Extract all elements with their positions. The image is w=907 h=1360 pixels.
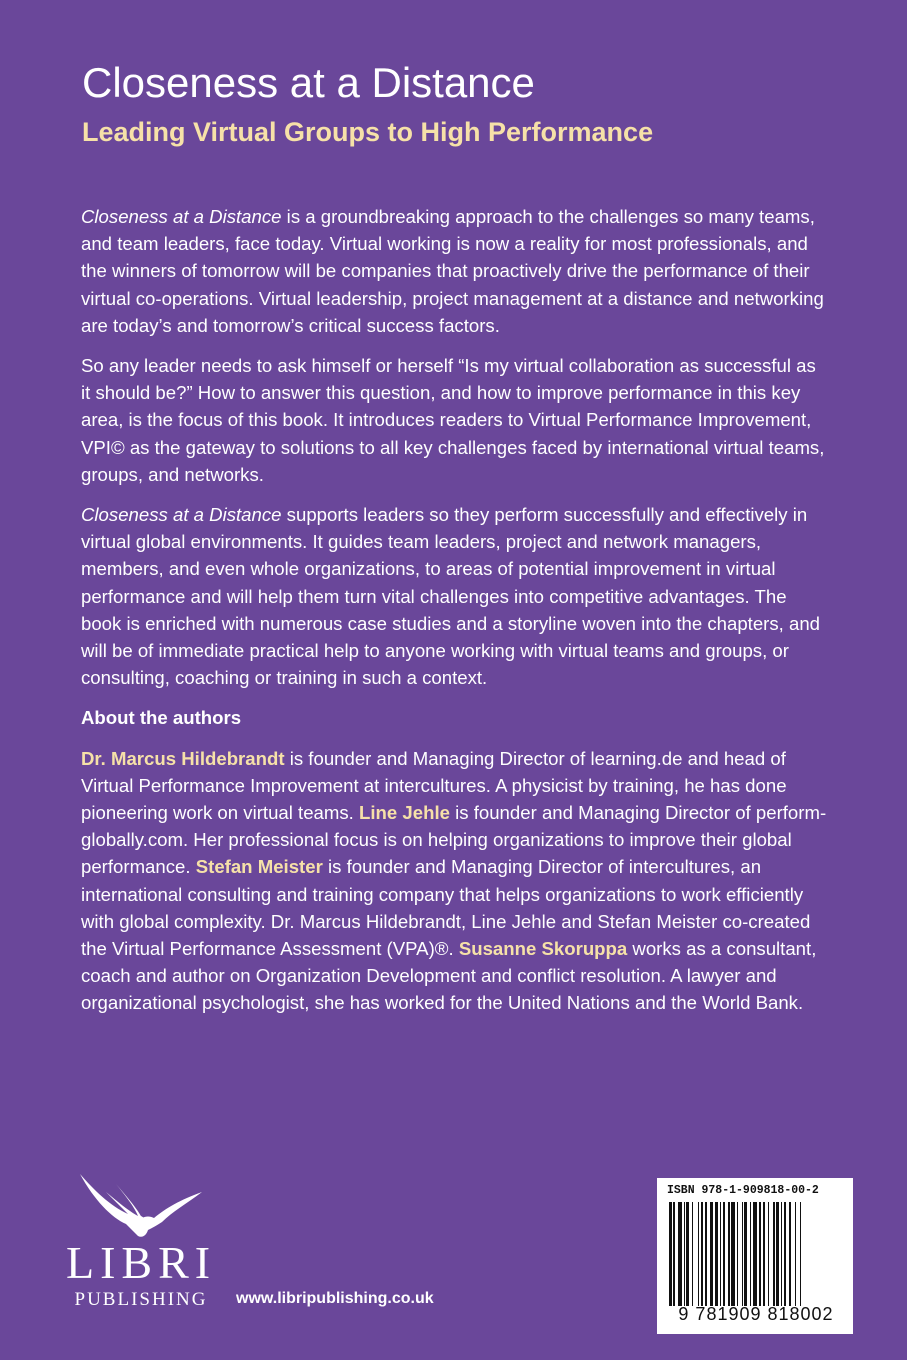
barcode-bar xyxy=(684,1202,685,1306)
blurb-paragraph-2 xyxy=(81,352,829,488)
barcode-bar xyxy=(701,1202,704,1306)
barcode-bar xyxy=(731,1202,735,1306)
blurb-paragraph-3 xyxy=(81,501,829,691)
barcode-bar xyxy=(776,1202,779,1306)
barcode-bar xyxy=(737,1202,738,1306)
book-title-inline: Closeness at a Distance xyxy=(81,504,282,526)
barcode-bar xyxy=(723,1202,726,1306)
barcode-bar xyxy=(781,1202,782,1306)
barcode-bar xyxy=(705,1202,706,1306)
paragraph-text: is a groundbreaking approach to the challenges so many teams, and team leaders, face today. Virtual working is now a reality for most professionals, and the winners of tomorrow will be companies that proactively drive the performance of their virtual co-operations. Virtual leadership, project management at a distance and networking are today’s and tomorrow’s critical success factors. xyxy=(81,206,824,336)
barcode-bar xyxy=(686,1202,689,1306)
barcode-bar xyxy=(710,1202,714,1306)
barcode-bar xyxy=(728,1202,729,1306)
barcode-bar xyxy=(773,1202,774,1306)
book-title-inline: Closeness at a Distance xyxy=(81,206,282,227)
publisher-url[interactable]: www.libripublishing.co.uk xyxy=(236,1290,434,1307)
isbn-label: ISBN 978-1-909818-00-2 xyxy=(667,1184,819,1197)
paragraph-text: So any leader needs to ask himself or herself “Is my virtual collaboration as successful as it should be?” How to answer this question, and how to improve performance in this key area, is the focus of this book. It introduces readers to Virtual Performance Improvement, VPI© as the gateway to solutions to all key challenges faced by international virtual teams, groups, and networks. xyxy=(81,355,825,485)
publisher-logo xyxy=(62,1170,222,1320)
barcode-bar xyxy=(678,1202,682,1306)
author-bio: is founder and Managing Director of intercultures, an international consulting and training company that helps organizations to work efficiently with global complexity. Dr. Marcus Hildebrandt, Line Jehle and Stefan Meister co-created the Virtual Performance Assessment (VPA)®. xyxy=(81,856,811,960)
book-subtitle: Leading Virtual Groups to High Performance xyxy=(82,117,654,147)
publisher-logo-sub: PUBLISHING xyxy=(74,1289,208,1310)
isbn-digits: 9 781909 818002 xyxy=(678,1304,834,1324)
author-bio: is founder and Managing Director of perform-globally.com. Her professional focus is on helping organizations to improve their global performance. xyxy=(81,802,827,878)
barcode-bar xyxy=(669,1202,672,1306)
blurb-text xyxy=(81,203,829,1030)
barcode-bar xyxy=(720,1202,721,1306)
author-name: Stefan Meister xyxy=(195,856,323,878)
author-name: Line Jehle xyxy=(359,802,450,824)
isbn-barcode xyxy=(657,1178,853,1334)
about-authors-heading: About the authors xyxy=(81,707,242,729)
barcode-bar xyxy=(768,1202,769,1306)
barcode-bar xyxy=(698,1202,699,1306)
barcode-bar xyxy=(763,1202,764,1306)
barcode-bar xyxy=(800,1202,801,1306)
barcode-bar xyxy=(742,1202,743,1306)
barcode-bar xyxy=(744,1202,747,1306)
author-name: Susanne Skoruppa xyxy=(458,938,628,960)
author-bio: is founder and Managing Director of learning.de and head of Virtual Performance Improvement at intercultures. A physicist by training, he has done pioneering work on virtual teams. xyxy=(81,747,787,824)
author-bio: works as a consultant, coach and author on Organization Development and conflict resolution. A lawyer and organizational psychologist, she has worked for the United Nations and the World Bank. xyxy=(81,938,817,1014)
about-authors-paragraph xyxy=(81,745,829,1017)
author-name: Dr. Marcus Hildebrandt xyxy=(81,747,285,769)
barcode-bars xyxy=(669,1202,841,1306)
barcode-bar xyxy=(789,1202,790,1306)
eagle-icon xyxy=(76,1170,208,1238)
barcode-bar xyxy=(795,1202,796,1306)
barcode-bar xyxy=(715,1202,718,1306)
barcode-bar xyxy=(753,1202,757,1306)
paragraph-text: supports leaders so they perform successfully and effectively in virtual global environments. It guides team leaders, project and network managers, members, and even whole organizations, to areas of potential improvement in virtual performance and will help them turn vital challenges into competitive advantages. The book is enriched with numerous case studies and a storyline woven into the chapters, and will be of immediate practical help to anyone working with virtual teams and groups, or consulting, coaching or training in such a context. xyxy=(81,504,821,689)
publisher-logo-word: LIBRI xyxy=(66,1237,217,1288)
barcode-bar xyxy=(673,1202,674,1306)
barcode-bar xyxy=(784,1202,787,1306)
barcode-bar xyxy=(750,1202,751,1306)
book-title: Closeness at a Distance xyxy=(82,59,535,106)
barcode-bar xyxy=(692,1202,693,1306)
barcode-bar xyxy=(759,1202,762,1306)
blurb-paragraph-1 xyxy=(81,203,829,339)
